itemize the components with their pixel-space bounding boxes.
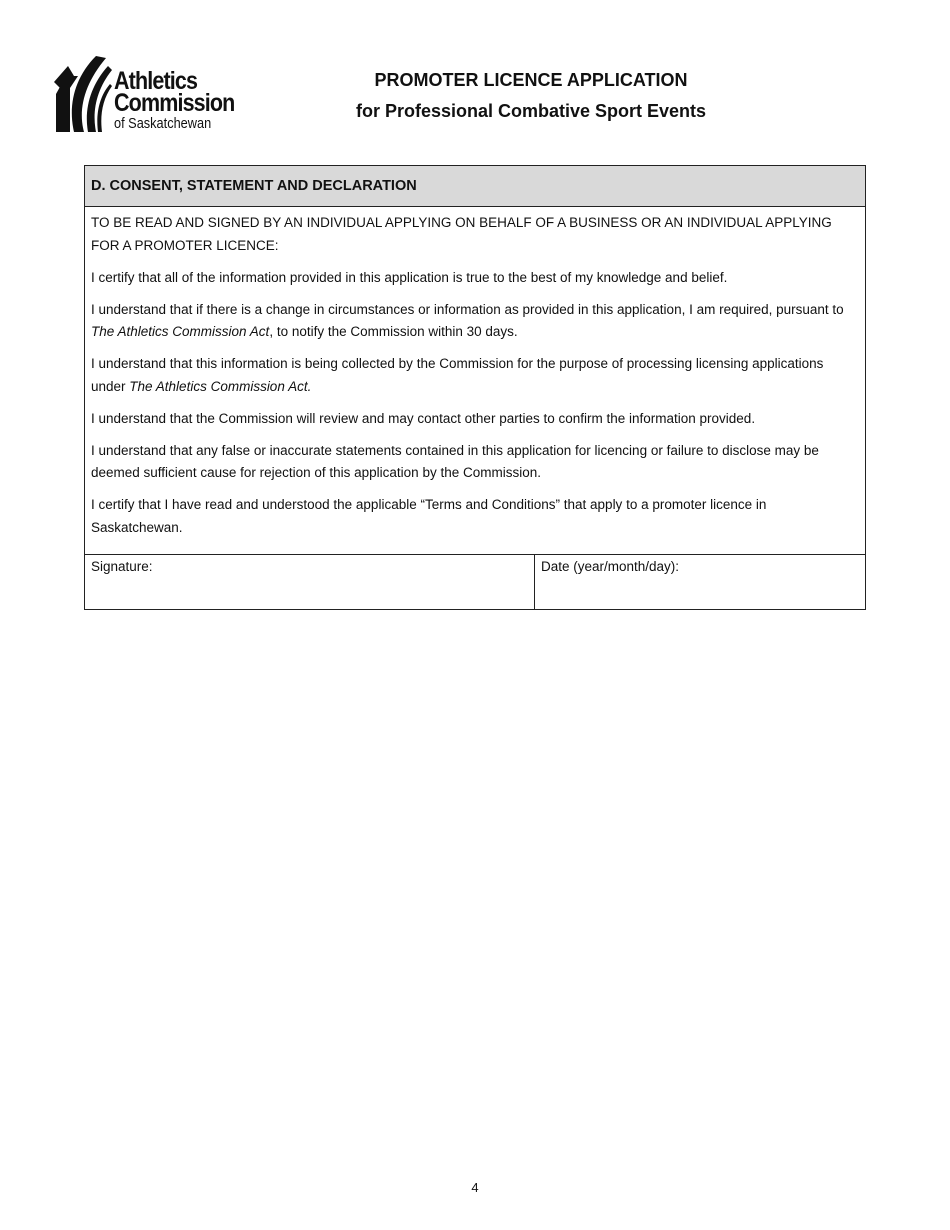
document-title: PROMOTER LICENCE APPLICATION: [374, 70, 688, 90]
statement-terms-conditions: I certify that I have read and understood the applicable “Terms and Conditions” that apply to a promoter licence in Saskatchewan.: [91, 497, 767, 535]
logo: [54, 54, 244, 136]
statement-false-information: I understand that any false or inaccurate statements contained in this application for licencing or failure to disclose may be deemed sufficient cause for rejection of this application by the Commission.: [91, 442, 819, 480]
declaration-table: [84, 165, 866, 610]
date-label: Date (year/month/day):: [541, 559, 680, 574]
statement-2-text-b: , to notify the Commission within 30 days.: [269, 324, 518, 339]
act-title: The Athletics Commission Act: [91, 324, 270, 339]
runner-figure-icon: [54, 54, 114, 134]
statement-information-collection: [91, 353, 857, 398]
logo-line-saskatchewan: of Saskatchewan: [114, 116, 212, 132]
declaration-intro: TO BE READ AND SIGNED BY AN INDIVIDUAL APPLYING ON BEHALF OF A BUSINESS OR AN INDIVIDUAL APPLYING FOR A PROMOTER LICENCE:: [91, 215, 832, 253]
page-number: 4: [471, 1180, 479, 1195]
section-heading: D. CONSENT, STATEMENT AND DECLARATION: [85, 166, 866, 207]
statement-true-information: I certify that all of the information provided in this application is true to the best of my knowledge and belief.: [91, 269, 728, 285]
statement-review: I understand that the Commission will review and may contact other parties to confirm the information provided.: [91, 410, 756, 426]
logo-wordmark: [114, 67, 254, 132]
statement-change-notification: [91, 299, 857, 344]
signature-label: Signature:: [91, 559, 153, 574]
document-subtitle: for Professional Combative Sport Events: [355, 101, 707, 121]
logo-line-athletics: Athletics: [114, 67, 198, 95]
statement-2-text-a: I understand that if there is a change in circumstances or information as provided in this application, I am required, pursuant to: [91, 301, 844, 317]
act-title: The Athletics Commission Act.: [129, 378, 312, 394]
logo-line-commission: Commission: [114, 89, 235, 117]
declaration-text: [85, 207, 866, 555]
signature-field[interactable]: [85, 555, 535, 610]
date-field[interactable]: [535, 555, 866, 610]
statement-3-text-a: I understand that this information is being collected by the Commission for the purpose of processing licensing applications under: [91, 356, 824, 394]
